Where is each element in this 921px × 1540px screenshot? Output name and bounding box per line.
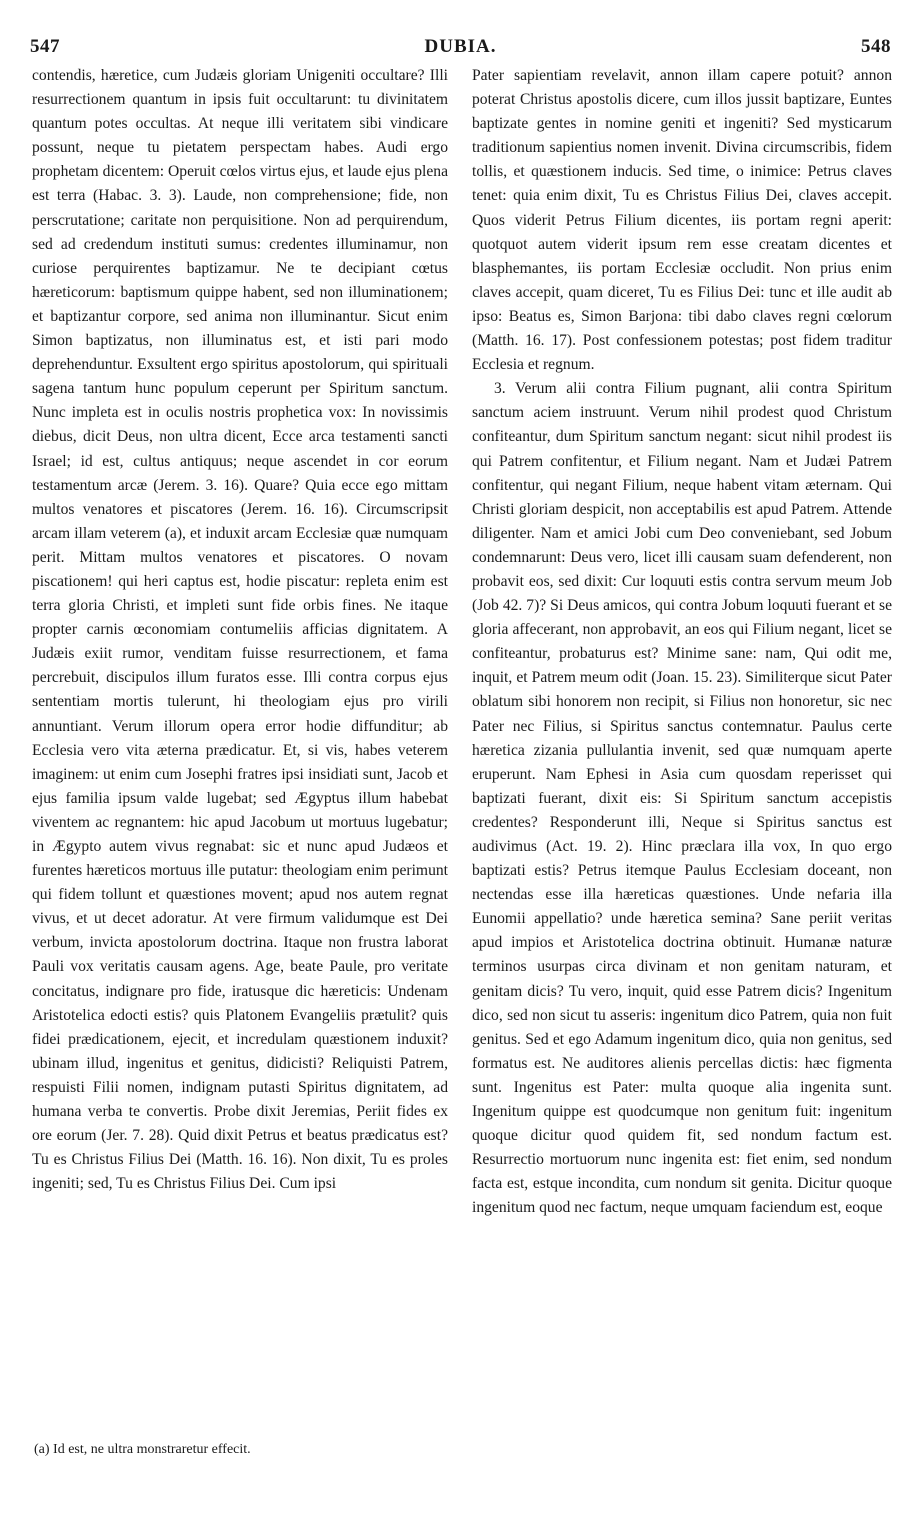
page-header bbox=[30, 14, 891, 57]
running-title: DUBIA. bbox=[424, 36, 497, 57]
left-column bbox=[32, 64, 448, 1196]
right-column bbox=[472, 64, 892, 1221]
page-number-right: 548 bbox=[861, 36, 891, 57]
left-column-text: contendis, hæretice, cum Judæis gloriam Unigeniti occultare? Illi resurrectionem quantum in ipsis fuit occultarunt: tu divinitatem quantum potes occultas. At neque illi veritatem sibi vindicare possunt, neque tu pietatem perspectam habes. Audi ergo prophetam dicentem: Operuit cœlos virtus ejus, et laude ejus plena est terra (Habac. 3. 3). Laude, non comprehensione; fide, non perscrutatione; caritate non perquisitione. Non ad perquirendum, sed ad credendum instituti sumus: credentes illuminamur, non curiose perquirentes baptizamur. Ne te decipiant cœtus hæreticorum: baptismum quippe habent, sed non illuminationem; et baptizantur corpore, sed anima non illuminantur. Sicut enim Simon baptizatus, non illuminatus est, et isti pari modo deprehenduntur. Exsultent ergo spiritus apostolorum, qui spirituali sagena tantum hunc populum ceperunt per Spiritum sanctum. Nunc impleta est in oculis nostris prophetica vox: In novissimis diebus, dicit Deus, non ultra dicent, Ecce arca testamenti sancti Israel; id est, cultus antiquus; neque ascendet in cor eorum testamentum arcæ (Jerem. 3. 16). Quare? Quia ecce ego mittam multos venatores et piscatores (Jerem. 16. 16). Circumscripsit arcam illam veterem (a), et induxit arcam Ecclesiæ quæ numquam perit. Mittam multos venatores et piscatores. O novam piscationem! qui heri captus est, hodie piscatur: repleta enim est terra gloria Christi, et impleti sunt fide orbis fines. Ne itaque propter carnis œconomiam contumeliis afficias dignitatem. A Judæis exiit rumor, venditam fuisse resurrectionem, et fama percrebuit, discipulos illum furatos esse. Illi contra corpus ejus sententiam mortis tulerunt, hi theologiam ejus pro virili annuntiant. Verum illorum opera error hodie diffunditur; ab Ecclesia vero vita æterna prædicatur. Et, si vis, habes veterem imaginem: ut enim cum Josephi fratres ipsi insidiati sunt, Jacob et ejus familia ipsum valde lugebat; sed Ægyptus illum habebat viventem ac regnantem: hic apud Jacobum ut mortuus lugebatur; in Ægypto autem vivus regnabat: sic et nunc apud Judæos et furentes hæreticos mortuus ille putatur: theologiam enim perimunt qui fidem tollunt et quæstiones movent; apud nos autem regnat vivus, et ut decet adoratur. At vere firmum validumque est Dei verbum, invicta apostolorum doctrina. Itaque non frustra laborat Pauli vox veritatis causam agens. Age, beate Paule, pro veritate concitatus, indignare pro fide, iratusque dic hæreticis: Undenam Aristotelica edocti estis? quis Platonem Evangeliis prætulit? quis fidei prædicationem, ejecit, et incredulam quæstionem induxit? ubinam illud, ingenitus et genitus, didicisti? Reliquisti Patrem, respuisti Filii nomen, indignam putasti Spiritus dignitatem, ad humana verba te convertis. Probe dixit Jeremias, Periit fides ex ore eorum (Jer. 7. 28). Quid dixit Petrus et beatus prædicatus est? Tu es Christus Filius Dei (Matth. 16. 16). Non dixit, Tu es proles ingeniti; sed, Tu es Christus Filius Dei. Cum ipsi bbox=[32, 67, 448, 1193]
page-number-left: 547 bbox=[30, 36, 60, 57]
right-paragraph-2: 3. Verum alii contra Filium pugnant, alii contra Spiritum sanctum aciem instruunt. Verum nihil prodest quod Christum confiteantur, dum Spiritum sanctum negant: sicut nihil prodest iis qui Patrem confitentur, et Filium negant. Nam et Judæi Patrem confitentur, qui negant Filium, neque habent vitam æternam. Qui Christi gloriam despicit, non acceptabilis est apud Patrem. Attende diligenter. Nam et amici Jobi cum Deo conveniebant, sed Jobum condemnarunt: Deus vero, licet illi causam suam defenderent, non probavit eos, sed dixit: Cur loquuti estis contra servum meum Job (Job 42. 7)? Si Deus amicos, qui contra Jobum loquuti fuerant et se gloria affecerant, non approbavit, an eos qui Filium negant, licet se confiteantur, probaturus est? Minime sane: nam, Qui odit me, inquit, et Patrem meum odit (Joan. 15. 23). Similiterque sicut Pater oblatum sibi honorem non recipit, si Filius non honoretur, sic nec Pater nec Filius, si Spiritus sanctus contemnatur. Paulus certe hæretica zizania pullulantia invenit, sed quæ numquam aperte eruperunt. Nam Ephesi in Asia cum quosdam reperisset qui baptizati fuerant, dixit eis: Si Spiritum sanctum accepistis credentes? Responderunt illi, Neque si Spiritus sanctus est audivimus (Act. 19. 2). Hinc præclara illa vox, In quo ergo baptizati estis? Petrus itemque Paulus Ecclesiam doceant, non nectendas esse illa hæreticas quæstiones. Unde nefaria illa Eunomii appellatio? unde hæretica semina? Sane periit veritas apud impios et Aristotelica doctrina obtinuit. Humanæ naturæ terminos usurpas circa divinam et non genitam naturam, et genitam dicis? Tu vero, inquit, quid esse Patrem dicis? Ingenitum dico, sed non sicut tu asseris: ingenitum dico Patrem, quia non fuit genitus. Sed et ego Adamum ingenitum dico, quia non genitus, sed formatus est. Ne auditores alienis percellas dictis: hæc figmenta sunt. Ingenitus est Pater: multa quoque alia ingenita sunt. Ingenitum quippe est quodcumque non genitum fuit: ingenitum quoque dicitur quod quidem fit, sed nondum factum est. Resurrectio mortuorum nunc ingenita est: fiet enim, sed nondum facta est, estque incondita, cum nondum sit genita. Dicitur quoque ingenitum quod nec factum, neque umquam faciendum est, eoque bbox=[472, 380, 892, 1217]
right-paragraph-1: Pater sapientiam revelavit, annon illam capere potuit? annon poterat Christus apostolis dicere, cum illos jussit baptizare, Euntes baptizate gentes in nomine geniti et ingeniti? Sed mysticarum traditionum sapientius nomen invenit. Divina circumscribis, fidem tollis, et quæstionem inducis. Sed time, o inimice: Petrus claves tenet: quia enim dixit, Tu es Christus Filius Dei, claves accepit. Quos viderit Petrus Filium dicentes, iis portam regni aperit: quotquot autem viderit ipsum rem esse creatam dicentes et blasphemantes, iis portam Ecclesiæ occludit. Non prius enim claves accepit, quam diceret, Tu es Filius Dei: tunc et ille audit ab ipso: Beatus es, Simon Barjona: tibi dabo claves regni cœlorum (Matth. 16. 17). Post confessionem potestas; post fidem traditur Ecclesia et regnum. bbox=[472, 67, 892, 374]
footnote: (a) Id est, ne ultra monstraretur effecit. bbox=[34, 1442, 251, 1457]
